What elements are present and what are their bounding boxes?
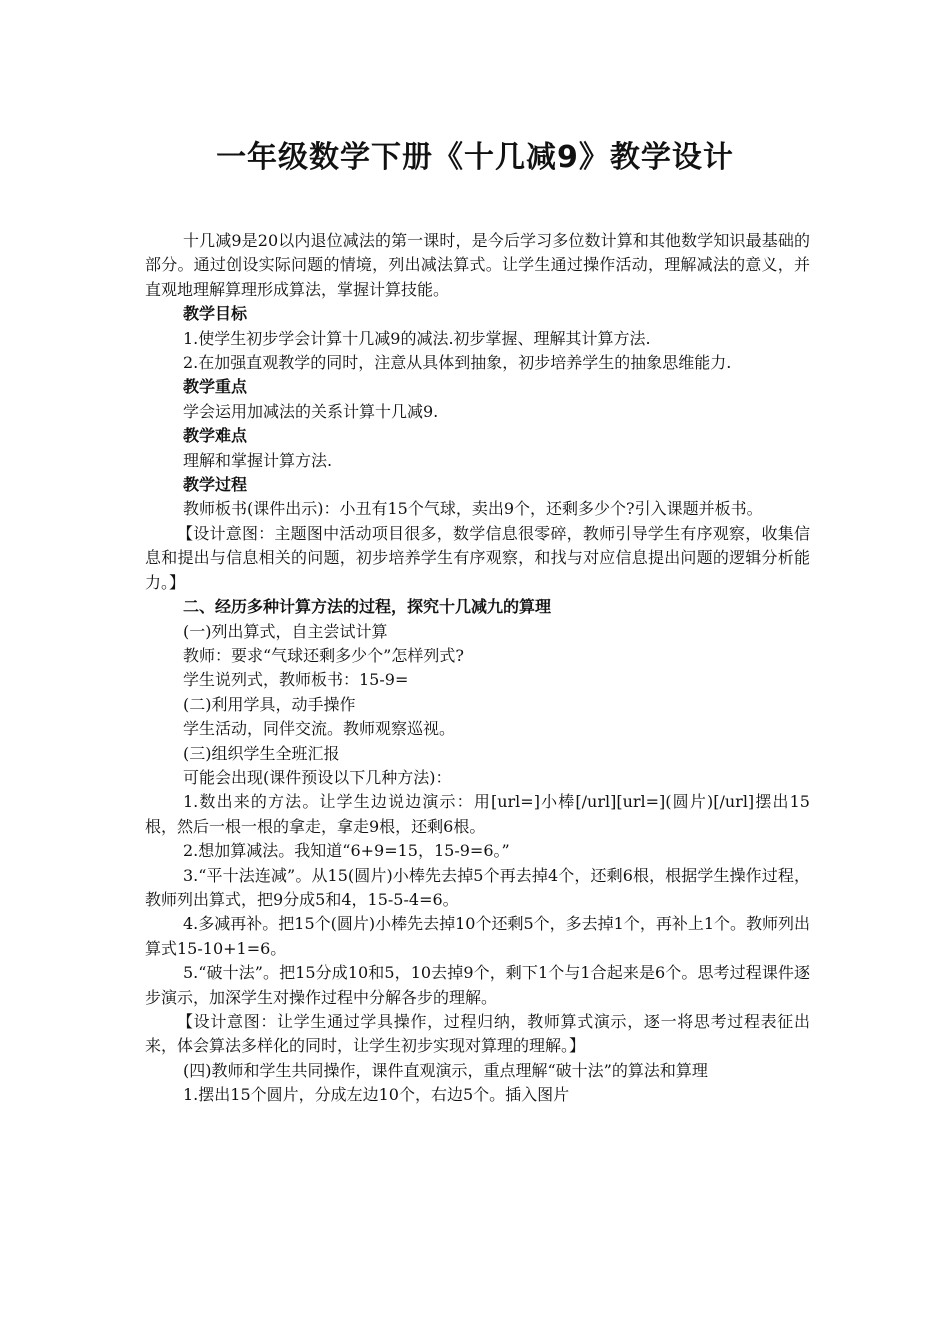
body-paragraph: 1.使学生初步学会计算十几减9的减法.初步掌握、理解其计算方法. [183, 328, 651, 348]
body-paragraph: 2.想加算减法。我知道“6+9=15，15-9=6。” [183, 841, 510, 861]
section-heading: 教学过程 [183, 475, 248, 495]
body-paragraph: 1.数出来的方法。让学生边说边演示：用[url=]小棒[/url][url=](圆片)[/url]摆出15根，然后一根一根的拿走，拿走9根，还剩6根。 [145, 792, 810, 836]
body-paragraph: (二)利用学具，动手操作 [183, 694, 356, 714]
body-paragraph: 十几减9是20以内退位减法的第一课时，是今后学习多位数计算和其他数学知识最基础的部分。通过创设实际问题的情境，列出减法算式。让学生通过操作活动，理解减法的意义，并直观地理解算理形成算法，掌握计算技能。 [145, 231, 810, 299]
body-paragraph: (三)组织学生全班汇报 [183, 743, 340, 763]
body-paragraph: 5.“破十法”。把15分成10和5，10去掉9个，剩下1个与1合起来是6个。思考过程课件逐步演示，加深学生对操作过程中分解各步的理解。 [145, 963, 810, 1007]
document-title: 一年级数学下册《十几减9》教学设计 [216, 140, 734, 175]
document-body [145, 229, 810, 1108]
body-paragraph: 4.多减再补。把15个(圆片)小棒先去掉10个还剩5个，多去掉1个，再补上1个。教师列出算式15-10+1=6。 [145, 914, 811, 958]
section-heading: 教学难点 [183, 426, 248, 446]
section-heading: 教学目标 [183, 304, 248, 324]
design-intent-note: 【设计意图：让学生通过学具操作，过程归纳，教师算式演示，逐一将思考过程表征出来，体会算法多样化的同时，让学生初步实现对算理的理解。】 [145, 1012, 810, 1056]
body-paragraph: 理解和掌握计算方法. [183, 450, 333, 470]
body-paragraph: 学会运用加减法的关系计算十几减9. [183, 401, 439, 421]
body-paragraph: 3.“平十法连减”。从15(圆片)小棒先去掉5个再去掉4个，还剩6根，根据学生操作过程，教师列出算式，把9分成5和4，15-5-4=6。 [145, 865, 810, 909]
body-paragraph: 可能会出现(课件预设以下几种方法)： [183, 767, 452, 787]
body-paragraph: (四)教师和学生共同操作，课件直观演示，重点理解“破十法”的算法和算理 [183, 1060, 708, 1080]
body-paragraph: (一)列出算式，自主尝试计算 [183, 621, 388, 641]
body-paragraph: 教师：要求“气球还剩多少个”怎样列式? [183, 645, 464, 665]
section-heading: 教学重点 [183, 377, 248, 397]
body-paragraph: 1.摆出15个圆片，分成左边10个，右边5个。插入图片 [183, 1085, 570, 1105]
design-intent-note: 【设计意图：主题图中活动项目很多，数学信息很零碎，教师引导学生有序观察，收集信息和提出与信息相关的问题，初步培养学生有序观察，和找与对应信息提出问题的逻辑分析能力。】 [145, 523, 810, 592]
body-paragraph: 教师板书(课件出示)：小丑有15个气球，卖出9个，还剩多少个?引入课题并板书。 [183, 499, 763, 519]
body-paragraph: 2.在加强直观教学的同时，注意从具体到抽象，初步培养学生的抽象思维能力. [183, 353, 732, 373]
body-paragraph: 学生说列式，教师板书：15-9= [183, 670, 409, 690]
body-paragraph: 学生活动，同伴交流。教师观察巡视。 [183, 719, 456, 739]
section-heading: 二、经历多种计算方法的过程，探究十几减九的算理 [183, 597, 552, 617]
